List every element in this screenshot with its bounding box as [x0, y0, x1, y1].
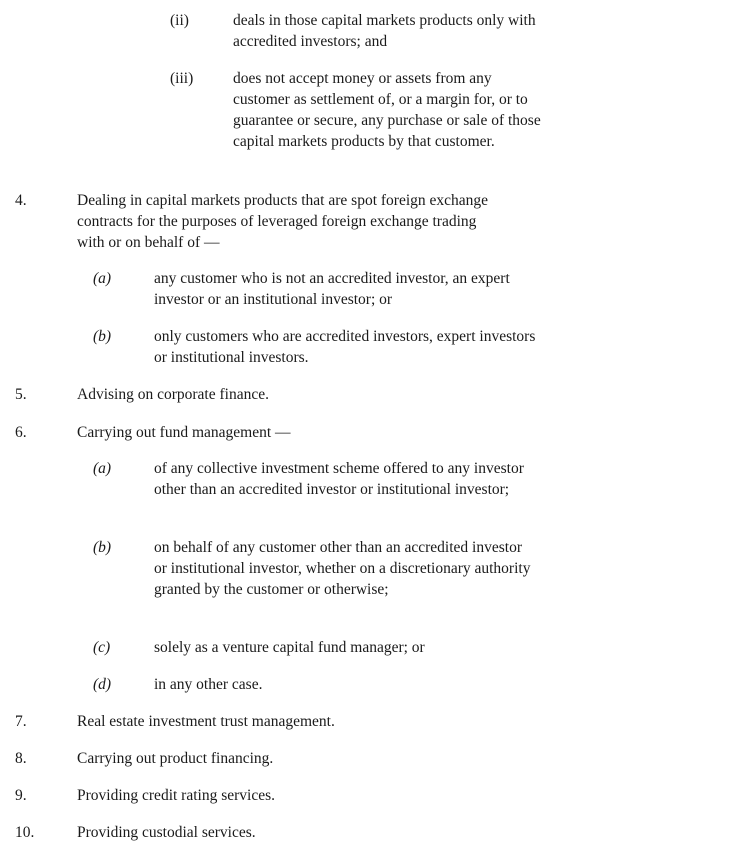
item-6b-text: on behalf of any customer other than an accredited investor or institutional investor, whether on a discretionary authority granted by the customer or otherwise;	[154, 539, 531, 598]
item-10-text: Providing custodial services.	[77, 824, 256, 841]
item-4-number: 4.	[15, 192, 27, 209]
item-6d-label: (d)	[93, 676, 112, 693]
item-6-number: 6.	[15, 424, 27, 441]
item-6a-label: (a)	[93, 460, 112, 477]
item-6c-text: solely as a venture capital fund manager; or	[154, 639, 425, 656]
item-10-number: 10.	[15, 824, 35, 841]
item-6-text: Carrying out fund management —	[77, 424, 291, 441]
item-5-text: Advising on corporate finance.	[77, 386, 269, 403]
item-6b-label: (b)	[93, 539, 112, 556]
clause-ii-label: (ii)	[170, 12, 189, 29]
item-4-text: Dealing in capital markets products that are spot foreign exchange contracts for the purposes of leveraged foreign exchange trading with or on behalf of —	[77, 192, 489, 251]
item-7-number: 7.	[15, 713, 27, 730]
clause-iii-label: (iii)	[170, 70, 194, 87]
item-6a-text: of any collective investment scheme offered to any investor other than an accredited investor or institutional investor;	[154, 460, 524, 498]
item-4a-text: any customer who is not an accredited investor, an expert investor or an institutional investor; or	[154, 270, 510, 308]
item-7-text: Real estate investment trust management.	[77, 713, 335, 730]
clause-ii-text: deals in those capital markets products only with accredited investors; and	[233, 12, 536, 50]
item-9-number: 9.	[15, 787, 27, 804]
item-8-text: Carrying out product financing.	[77, 750, 274, 767]
item-4a-label: (a)	[93, 270, 112, 287]
clause-iii-text: does not accept money or assets from any customer as settlement of, or a margin for, or to guarantee or secure, any purchase or sale of those capital markets products by that customer.	[233, 70, 541, 150]
item-5-number: 5.	[15, 386, 27, 403]
item-6d-text: in any other case.	[154, 676, 263, 693]
item-9-text: Providing credit rating services.	[77, 787, 276, 804]
item-8-number: 8.	[15, 750, 27, 767]
item-6c-label: (c)	[93, 639, 111, 656]
item-4b-text: only customers who are accredited investors, expert investors or institutional investors.	[154, 328, 536, 366]
item-4b-label: (b)	[93, 328, 112, 345]
